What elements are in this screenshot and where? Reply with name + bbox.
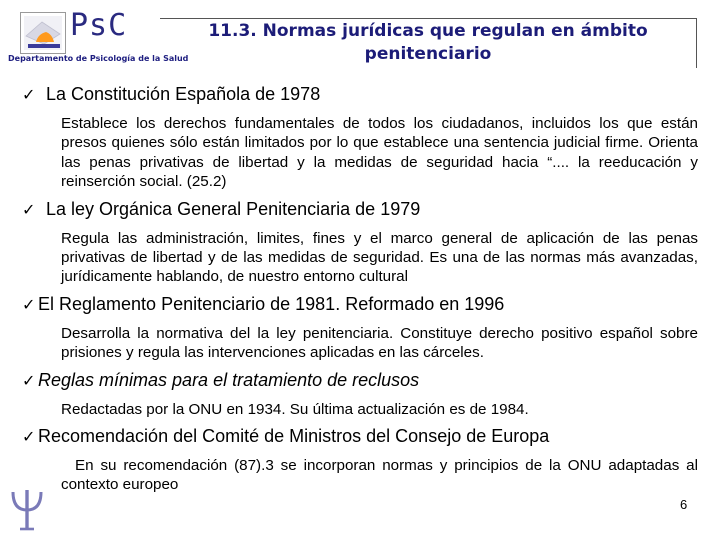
slide-content <box>22 82 698 500</box>
department-logo <box>6 8 189 66</box>
section-body: Redactadas por la ONU en 1934. Su última actualización es de 1984. <box>61 400 529 418</box>
section-heading <box>22 292 698 318</box>
psi-symbol-icon <box>9 488 45 532</box>
heading-text: El Reglamento Penitenciario de 1981. Reformado en 1996 <box>38 293 505 314</box>
checkmark-icon: ✓ <box>22 296 36 314</box>
logo-emblem-icon <box>20 12 66 54</box>
heading-text: Reglas mínimas para el tratamiento de reclusos <box>38 369 420 390</box>
heading-text: Recomendación del Comité de Ministros del Consejo de Europa <box>38 426 550 447</box>
checkmark-icon: ✓ <box>22 87 36 104</box>
title-line-1: 11.3. Normas jurídicas que regulan en ámbito <box>208 21 648 41</box>
checkmark-icon: ✓ <box>22 372 36 390</box>
slide-title <box>160 20 696 66</box>
section-heading <box>22 424 698 450</box>
section-body: Regula las administración, limites, fines y el marco general de aplicación de las penas privativas de libertad y de las medidas de seguridad. Es una de las normas más avanzadas, jurídicamente hablando, de nuestro entorno cultural <box>61 229 698 286</box>
section-heading <box>22 368 698 394</box>
section-heading <box>22 82 698 108</box>
checkmark-icon: ✓ <box>22 201 36 219</box>
heading-text: La ley Orgánica General Penitenciaria de 1979 <box>46 198 421 219</box>
section-heading <box>22 197 698 223</box>
title-line-2: penitenciario <box>364 44 492 64</box>
department-name: Departamento de Psicología de la Salud <box>8 54 189 63</box>
section-body: Establece los derechos fundamentales de todos los ciudadanos, incluidos los que están presos quienes sólo están limitados por lo que establece una sentencia judicial firme. Orienta las penas privativas de libertad y la medidas de seguridad hacia “.... la reeducación y reinserción social. (25.2) <box>61 115 698 191</box>
logo-text: PsC <box>70 8 128 43</box>
section-body: Desarrolla la normativa del la ley penitenciaria. Constituye derecho positivo español sobre prisiones y regula las intervenciones aplicadas en las cárceles. <box>61 324 698 362</box>
heading-text: La Constitución Española de 1978 <box>46 84 321 104</box>
page-number: 6 <box>680 497 688 512</box>
section-body: En su recomendación (87).3 se incorporan normas y principios de la ONU adaptadas al contexto europeo <box>61 457 698 494</box>
checkmark-icon: ✓ <box>22 429 36 447</box>
